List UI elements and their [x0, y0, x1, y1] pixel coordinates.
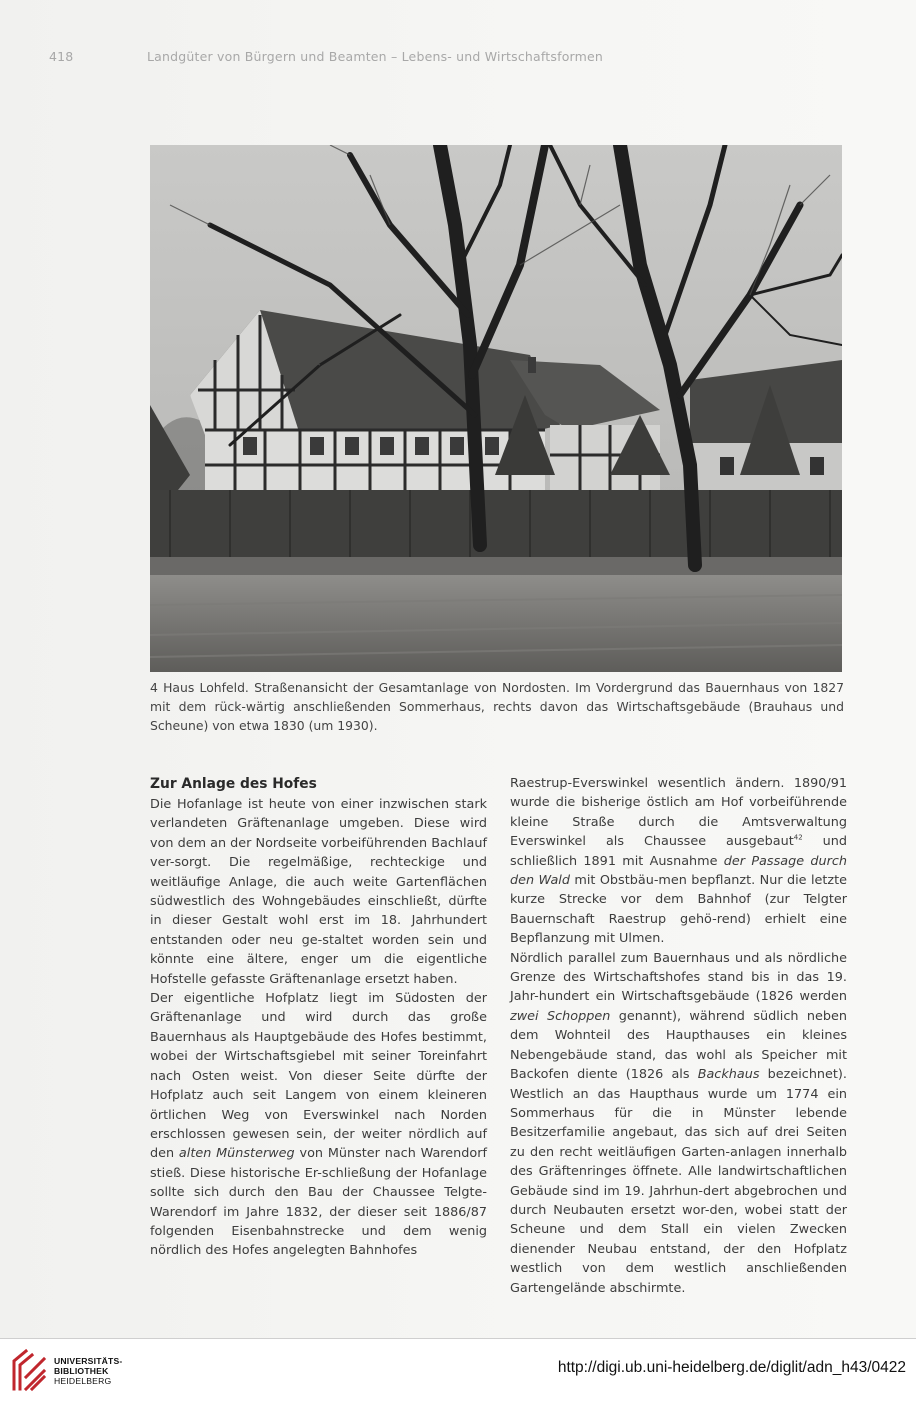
farmhouse-photo-illustration — [150, 145, 842, 672]
figure-caption: 4 Haus Lohfeld. Straßenansicht der Gesamtanlage von Nordosten. Im Vordergrund das Bauernhaus von 1827 mit dem rück-wärtig anschließenden Sommerhaus, rechts davon das Wirtschaftsgebäude (Brauhaus und Scheune) von etwa 1830 (um 1930). — [150, 680, 844, 733]
paragraph-3: Nördlich parallel zum Bauernhaus und als nördliche Grenze des Wirtschaftshofes stand bis in das 19. Jahr-hundert ein Wirtschaftsgebäude (1826 werden zwei Schoppen genannt), während südlich neben dem Wohnteil des Haupthauses ein kleines Nebengebäude stand, das wohl als Speicher mit Backofen diente (1826 als Backhaus bezeichnet). Westlich an das Haupthaus wurde um 1774 ein Sommerhaus für die in Münster lebende Besitzerfamilie angebaut, das sich auf drei Seiten zu den recht weitläufigen Garten-anlagen innerhalb des Gräftenringes öffnete. Alle landwirtschaftlichen Gebäude sind im 19. Jahrhun-dert abgebrochen und durch Neubauten ersetzt wor-den, wobei statt der Scheune und dem Stall ein vielen Zwecken dienender Neubau entstand, der den Hofplatz westlich von dem westlich anschließenden Gartengelände abschirmte. — [510, 950, 847, 1296]
section-heading: Zur Anlage des Hofes — [150, 776, 317, 792]
page-number: 418 — [49, 49, 74, 64]
text-column-right — [510, 774, 847, 1298]
library-name: UNIVERSITÄTS- BIBLIOTHEK HEIDELBERG — [54, 1356, 123, 1386]
library-footer — [0, 1338, 916, 1403]
source-url-link[interactable]: http://digi.ub.uni-heidelberg.de/diglit/adn_h43/0422 — [557, 1359, 906, 1376]
running-title: Landgüter von Bürgern und Beamten – Lebens- und Wirtschaftsformen — [147, 49, 604, 64]
paragraph-1: Die Hofanlage ist heute von einer inzwischen stark verlandeten Gräftenanlage umgeben. Diese wird von dem an der Nordseite vorbeiführenden Bachlauf ver-sorgt. Die regelmäßige, rechteckige und weitläufige Anlage, die auch weite Gartenflächen südwestlich des Wohngebäudes einschließt, dürfte in dieser Gestalt wohl erst im 18. Jahrhundert entstanden oder neu ge-staltet worden sein und könnte eine ältere, enger um die eigentliche Hofstelle gefasste Gräftenanlage ersetzt haben. — [150, 797, 487, 987]
historic-photograph — [150, 145, 842, 672]
university-library-logo-icon — [10, 1347, 48, 1393]
text-column-left — [150, 774, 487, 1261]
paragraph-2: Der eigentliche Hofplatz liegt im Südosten der Gräftenanlage und wird durch das große Bauernhaus als Hauptgebäude des Hofes bestimmt, wobei der Wirtschaftsgiebel mit seiner Toreinfahrt nach Osten weist. Von dieser Seite dürfte der Hofplatz auch seit Langem von einem kleineren örtlichen Weg von Everswinkel nach Norden erschlossen gewesen sein, der weiter nördlich auf den alten Münsterweg von Münster nach Warendorf stieß. Diese historische Er-schließung der Hofanlage sollte sich durch den Bau der Chaussee Telgte-Warendorf im Jahre 1832, der dieser seit 1886/87 folgenden Eisenbahnstrecke und dem wenig nördlich des Hofes angelegten Bahnhofes — [150, 991, 487, 1259]
paragraph-2-continued: Raestrup-Everswinkel wesentlich ändern. 1890/91 wurde die bisherige östlich am Hof vorbeiführende kleine Straße durch die Amtsverwaltung Everswinkel als Chaussee ausgebaut$^{42}$ und schließlich 1891 mit Ausnahme der Passage durch den Wald mit Obstbäu-men bepflanzt. Nur die letzte kurze Strecke vor dem Bahnhof (zur Telgter Bauernschaft Raestrup gehö-rend) erhielt eine Bepflanzung mit Ulmen. — [510, 776, 848, 947]
